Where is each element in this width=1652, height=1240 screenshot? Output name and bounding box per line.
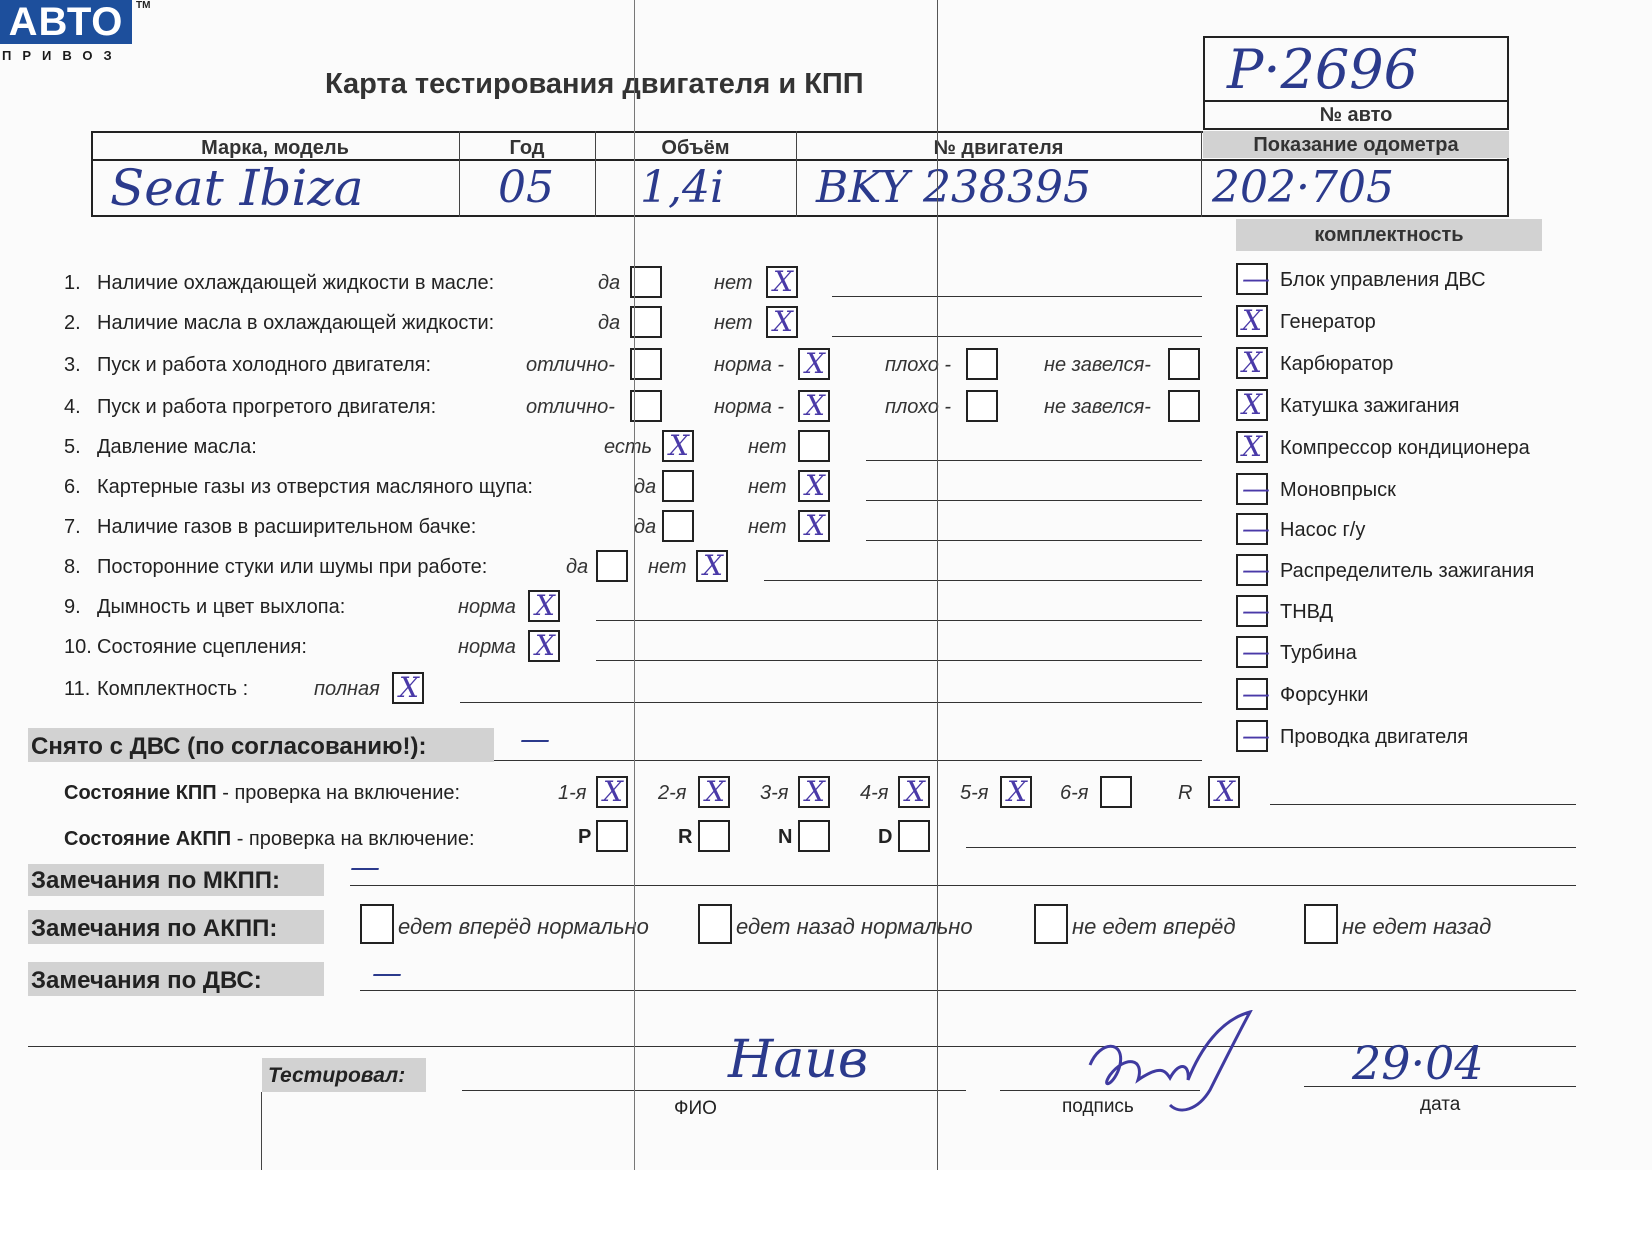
completeness-label: ТНВД [1280, 601, 1334, 623]
auto-number-label: № авто [1319, 104, 1393, 126]
option-label: да [634, 476, 657, 498]
divider [1205, 100, 1507, 102]
gear-label: R [1178, 782, 1193, 804]
check-number: 2. [64, 312, 81, 334]
completeness-mark: — [1242, 594, 1270, 627]
answer-line [832, 296, 1202, 297]
gear-mark: X [805, 775, 825, 808]
checkbox[interactable] [966, 390, 998, 422]
brand-value: Seat Ibiza [110, 159, 364, 217]
year-label: Год [509, 137, 545, 159]
completeness-label: Распределитель зажигания [1280, 560, 1535, 582]
akpp-label [64, 828, 475, 851]
completeness-label: Катушка зажигания [1280, 395, 1460, 417]
fio-label: ФИО [674, 1098, 717, 1119]
akpp-gear-label: R [678, 826, 693, 848]
checkbox[interactable] [798, 430, 830, 462]
logo: АВТО [0, 0, 132, 44]
kpp-label-bold: Состояние КПП [64, 782, 217, 804]
completeness-mark: — [1242, 553, 1270, 586]
answer-line [866, 540, 1202, 541]
check-label: Дымность и цвет выхлопа: [97, 596, 346, 618]
answer-line [596, 660, 1202, 661]
auto-number-box [1203, 36, 1509, 130]
volume-value: 1,4i [640, 162, 725, 213]
auto-number-value: P·2696 [1227, 38, 1418, 101]
akpp-gear-checkbox[interactable] [798, 820, 830, 852]
check-label: Картерные газы из отверстия масляного щупа: [97, 476, 533, 498]
gear-label: 3-я [760, 782, 789, 804]
tested-label: Тестировал: [268, 1064, 406, 1087]
mkpp-remarks-label: Замечания по МКПП: [31, 867, 281, 894]
akpp-label-bold: Состояние АКПП [64, 828, 232, 850]
gear-label: 5-я [960, 782, 989, 804]
check-mark: X [773, 265, 793, 298]
gear-mark: X [1215, 775, 1235, 808]
completeness-mark: X [1242, 430, 1262, 463]
option-label: норма [458, 636, 516, 658]
option-label: нет [748, 476, 787, 498]
option-label: не завелся- [1044, 396, 1151, 418]
engine-value: BKY 238395 [816, 162, 1092, 213]
dvs-remarks-line [360, 990, 1576, 991]
dvs-remarks-value: — [372, 956, 402, 991]
check-number: 3. [64, 354, 81, 376]
checkbox[interactable] [596, 550, 628, 582]
completeness-mark: X [1242, 304, 1262, 337]
check-mark: X [805, 347, 825, 380]
completeness-mark: — [1242, 635, 1270, 668]
remark-checkbox[interactable] [1304, 904, 1338, 944]
check-label: Пуск и работа холодного двигателя: [97, 354, 432, 376]
completeness-mark: — [1242, 677, 1270, 710]
gear-label: 1-я [558, 782, 587, 804]
answer-line [764, 580, 1202, 581]
completeness-label: Проводка двигателя [1280, 726, 1469, 748]
option-label: да [598, 312, 621, 334]
option-label: полная [314, 678, 380, 700]
check-number: 9. [64, 596, 81, 618]
remark-checkbox[interactable] [698, 904, 732, 944]
completeness-mark: X [1242, 346, 1262, 379]
removed-line [494, 760, 1202, 761]
year-value: 05 [498, 162, 554, 213]
akpp-gear-label: D [878, 826, 893, 848]
removed-value: — [520, 722, 550, 757]
option-label: нет [714, 272, 753, 294]
check-label: Комплектность : [97, 678, 249, 700]
completeness-mark: — [1242, 262, 1270, 295]
check-label: Пуск и работа прогретого двигателя: [97, 396, 437, 418]
checkbox[interactable] [1168, 390, 1200, 422]
completeness-label: Форсунки [1280, 684, 1369, 706]
signature-label: подпись [1062, 1096, 1134, 1117]
fio-value: Hauв [728, 1030, 869, 1090]
gear-label: 6-я [1060, 782, 1089, 804]
mkpp-remarks-line [350, 885, 1576, 886]
akpp-gear-label: P [578, 826, 592, 848]
completeness-label: Компрессор кондиционера [1280, 437, 1530, 459]
kpp-label [64, 782, 460, 805]
check-number: 7. [64, 516, 81, 538]
check-number: 8. [64, 556, 81, 578]
fio-line [462, 1090, 966, 1091]
option-label: норма - [714, 396, 785, 418]
kpp-line [1270, 804, 1576, 805]
removed-label: Снято с ДВС (по согласованию!): [31, 733, 427, 760]
gear-label: 4-я [860, 782, 889, 804]
check-mark: X [805, 469, 825, 502]
check-mark: X [805, 509, 825, 542]
odometer-value: 202·705 [1212, 162, 1394, 213]
remark-option-label: едет вперёд нормально [398, 914, 649, 939]
check-number: 6. [64, 476, 81, 498]
akpp-gear-label: N [778, 826, 793, 848]
answer-line [832, 336, 1202, 337]
completeness-mark: — [1242, 719, 1270, 752]
brand-label: Марка, модель [201, 137, 349, 159]
answer-line [866, 460, 1202, 461]
completeness-mark: — [1242, 512, 1270, 545]
option-label: нет [714, 312, 753, 334]
option-label: отлично- [526, 396, 615, 418]
option-label: нет [648, 556, 687, 578]
remark-option-label: не едет назад [1342, 914, 1492, 939]
check-label: Давление масла: [97, 436, 257, 458]
option-label: плохо - [885, 354, 952, 376]
check-mark: X [535, 629, 555, 662]
completeness-mark: — [1242, 472, 1270, 505]
option-label: да [566, 556, 589, 578]
checkbox[interactable] [662, 470, 694, 502]
logo-subtitle: ПРИВОЗ [2, 48, 123, 63]
completeness-label: Турбина [1280, 642, 1357, 664]
check-mark: X [669, 429, 689, 462]
option-label: отлично- [526, 354, 615, 376]
completeness-label: Карбюратор [1280, 353, 1394, 375]
option-label: нет [748, 436, 787, 458]
option-label: норма - [714, 354, 785, 376]
completeness-label: Блок управления ДВС [1280, 269, 1486, 291]
check-mark: X [805, 389, 825, 422]
remark-option-label: едет назад нормально [736, 914, 973, 939]
check-number: 11. [64, 678, 91, 700]
scan-fold-line [937, 0, 938, 1170]
engine-label: № двигателя [933, 137, 1064, 159]
remark-option-label: не едет вперёд [1072, 914, 1236, 939]
volume-label: Объём [661, 137, 730, 159]
option-label: не завелся- [1044, 354, 1151, 376]
check-label: Наличие масла в охлаждающей жидкости: [97, 312, 495, 334]
check-number: 4. [64, 396, 81, 418]
answer-line [460, 702, 1202, 703]
akpp-line [966, 847, 1576, 848]
logo-trademark: TM [136, 0, 151, 11]
gear-mark: X [1007, 775, 1027, 808]
mkpp-remarks-value: — [350, 850, 380, 885]
check-label: Наличие охлаждающей жидкости в масле: [97, 272, 495, 294]
check-number: 5. [64, 436, 81, 458]
odometer-label: Показание одометра [1253, 134, 1459, 156]
check-label: Посторонние стуки или шумы при работе: [97, 556, 488, 578]
completeness-label: Моновпрыск [1280, 479, 1396, 501]
check-number: 1. [64, 272, 81, 294]
completeness-title: комплектность [1314, 224, 1464, 246]
check-label: Наличие газов в расширительном бачке: [97, 516, 477, 538]
col-divider [1201, 131, 1202, 217]
check-mark: X [535, 589, 555, 622]
gear-label: 2-я [658, 782, 687, 804]
checkbox[interactable] [966, 348, 998, 380]
remark-checkbox[interactable] [360, 904, 394, 944]
kpp-label-rest: - проверка на включение: [216, 782, 461, 804]
answer-line [866, 500, 1202, 501]
checkbox[interactable] [662, 510, 694, 542]
check-mark: X [399, 671, 419, 704]
gear-mark: X [603, 775, 623, 808]
akpp-gear-checkbox[interactable] [596, 820, 628, 852]
check-mark: X [703, 549, 723, 582]
checkbox[interactable] [1168, 348, 1200, 380]
completeness-label: Насос г/у [1280, 519, 1366, 541]
akpp-gear-checkbox[interactable] [698, 820, 730, 852]
check-number: 10. [64, 636, 92, 658]
akpp-label-rest: - проверка на включение: [231, 828, 475, 850]
remark-checkbox[interactable] [1034, 904, 1068, 944]
option-label: плохо - [885, 396, 952, 418]
check-mark: X [773, 305, 793, 338]
completeness-mark: X [1242, 388, 1262, 421]
option-label: да [634, 516, 657, 538]
gear-checkbox[interactable] [1100, 776, 1132, 808]
check-label: Состояние сцепления: [97, 636, 307, 658]
answer-line [596, 620, 1202, 621]
option-label: есть [604, 436, 653, 458]
gear-mark: X [905, 775, 925, 808]
akpp-gear-checkbox[interactable] [898, 820, 930, 852]
dvs-remarks-label: Замечания по ДВС: [31, 967, 262, 994]
date-value: 29·04 [1352, 1036, 1484, 1090]
option-label: норма [458, 596, 516, 618]
date-label: дата [1420, 1094, 1461, 1115]
option-label: нет [748, 516, 787, 538]
akpp-remarks-label: Замечания по АКПП: [31, 915, 278, 942]
option-label: да [598, 272, 621, 294]
tested-left-rule [261, 1092, 262, 1170]
gear-mark: X [705, 775, 725, 808]
completeness-label: Генератор [1280, 311, 1376, 333]
page-title: Карта тестирования двигателя и КПП [325, 68, 864, 100]
scan-fold-line [634, 0, 635, 1170]
